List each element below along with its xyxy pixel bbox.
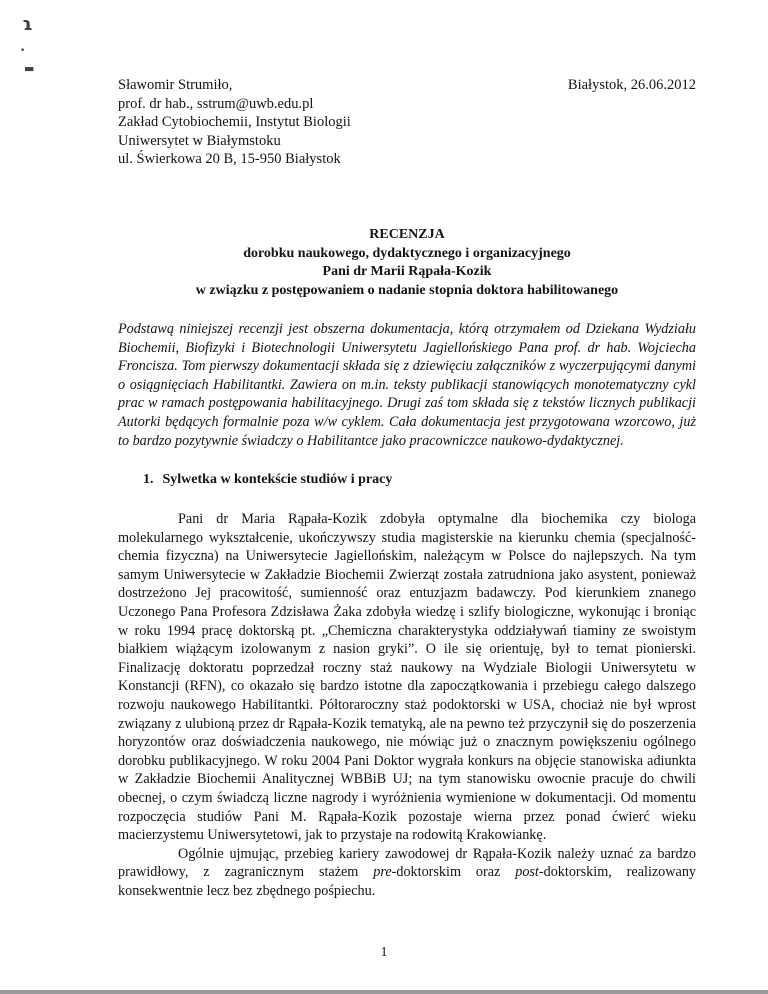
sender-department: Zakład Cytobiochemii, Instytut Biologii: [118, 114, 351, 130]
place-and-date: Białystok, 26.06.2012: [567, 77, 696, 93]
sender-university: Uniwersytet w Białymstoku: [118, 132, 281, 149]
sender-address-block: [118, 76, 351, 169]
body-text-run: -doktorskim oraz: [391, 864, 516, 881]
scan-artifact-mark: ɿ: [22, 14, 33, 35]
scan-bottom-edge: [0, 990, 768, 994]
review-title: RECENZJA: [369, 227, 445, 242]
sender-title-email: prof. dr hab., sstrum@uwb.edu.pl: [118, 95, 314, 112]
body-text-run: -doktorskim, realizowany konsekwentnie lecz bez zbędnego pośpiechu.: [118, 864, 697, 899]
body-paragraph: Pani dr Maria Rąpała-Kozik zdobyła optymalne dla biochemika czy biologa molekularnego wykształcenie, ukończywszy studia magisterskie na kierunku chemia (specjalność-chemia fizyczna) na Uniwersytecie Jagiellońskim, należącym w Polsce do najlepszych. Na tym samym Uniwersytecie w Zakładzie Biochemii Zwierząt została zatrudniona jako asystent, ponieważ dostrzeżono Jej pracowitość, sumienność oraz entuzjazm badawczy. Pod kierunkiem znanego Uczonego Pana Profesora Zdzisława Żaka zdobyła wiedzę i szlify biologiczne, wykonując i broniąc w roku 1994 pracę doktorską pt. „Chemiczna charakterystyka oddziaływań tiaminy ze swoistym białkiem wiążącym izolowanym z nasion gryki”. O ile się orientuję, był to temat pionierski. Finalizację doktoratu poprzedzał roczny staż naukowy na Wydziale Biologii Uniwersytetu w Konstancji (RFN), co okazało się bardzo istotne dla zapoczątkowania i przebiegu całego dalszego rozwoju naukowego Habilitantki. Półtoraroczny staż podoktorski w USA, chociaż nie był wprost związany z ulubioną przez dr Rąpała-Kozik tematyką, ale na pewno też przyczynił się do poszerzenia horyzontów oraz doświadczenia naukowego, nie mówiąc już o znacznym powiększeniu ogólnego dorobku publikacyjnego. W roku 2004 Pani Doktor wygrała konkurs na objęcie stanowiska adiunkta w Zakładzie Biochemii Analitycznej WBBiB UJ; na tym stanowisku owocnie pracuje do chwili obecnej, o czym świadczą liczne nagrody i wyróżnienia wymienione w dokumentacji. Od momentu rozpoczęcia studiów Pani M. Rąpała-Kozik pozostaje wierna przez ponad ćwierć wieku macierzystemu Uniwersytetowi, jak to przystaje na rodowitą Krakowiankę.: [118, 511, 696, 844]
section-number: 1.: [143, 472, 154, 487]
body-paragraph: [118, 845, 696, 901]
sender-name: Sławomir Strumiło,: [118, 77, 233, 93]
review-candidate: Pani dr Marii Rąpała-Kozik: [322, 264, 492, 279]
body-text-run: Ogólnie ujmując, przebieg kariery zawodowej dr Rąpała-Kozik należy uznać za bardzo prawidłowy, z zagranicznym stażem: [118, 845, 696, 881]
intro-paragraph: Podstawą niniejszej recenzji jest obszerna dokumentacja, którą otrzymałem od Dziekana Wydziału Biochemii, Biofizyki i Biotechnologii Uniwersytetu Jagiellońskiego Pana prof. dr hab. Wojciecha Froncisza. Tom pierwszy dokumentacji składa się z dziewięciu załączników z wyczerpującymi danymi o osiągnięciach Habilitantki. Zawiera on m.in. teksty publikacji stanowiących monotematyczny cykl prac w ramach postępowania habilitacyjnego. Drugi zaś tom składa się z tekstów licznych publikacji Autorki będących formalnie poza w/w cyklem. Cała dokumentacja jest przygotowana wzorcowo, już to bardzo pozytywnie świadczy o Habilitantce jako pracowniczce naukowo-dydaktycznej.: [118, 321, 696, 449]
body-text-emphasis: post: [515, 864, 539, 881]
scan-artifact-dash: ▬: [24, 62, 35, 75]
section-title: Sylwetka w kontekście studiów i pracy: [162, 472, 393, 487]
review-purpose: w związku z postępowaniem o nadanie stopnia doktora habilitowanego: [195, 282, 619, 298]
sender-street: ul. Świerkowa 20 B, 15-950 Białystok: [118, 151, 341, 167]
body-text-emphasis: pre: [373, 864, 392, 881]
section-heading: [143, 472, 401, 488]
review-subtitle: dorobku naukowego, dydaktycznego i organizacyjnego: [243, 245, 571, 261]
scan-artifact-dot: •: [20, 46, 26, 56]
page-number: 1: [380, 945, 388, 960]
section-body: [118, 510, 696, 900]
review-title-block: [118, 226, 696, 300]
